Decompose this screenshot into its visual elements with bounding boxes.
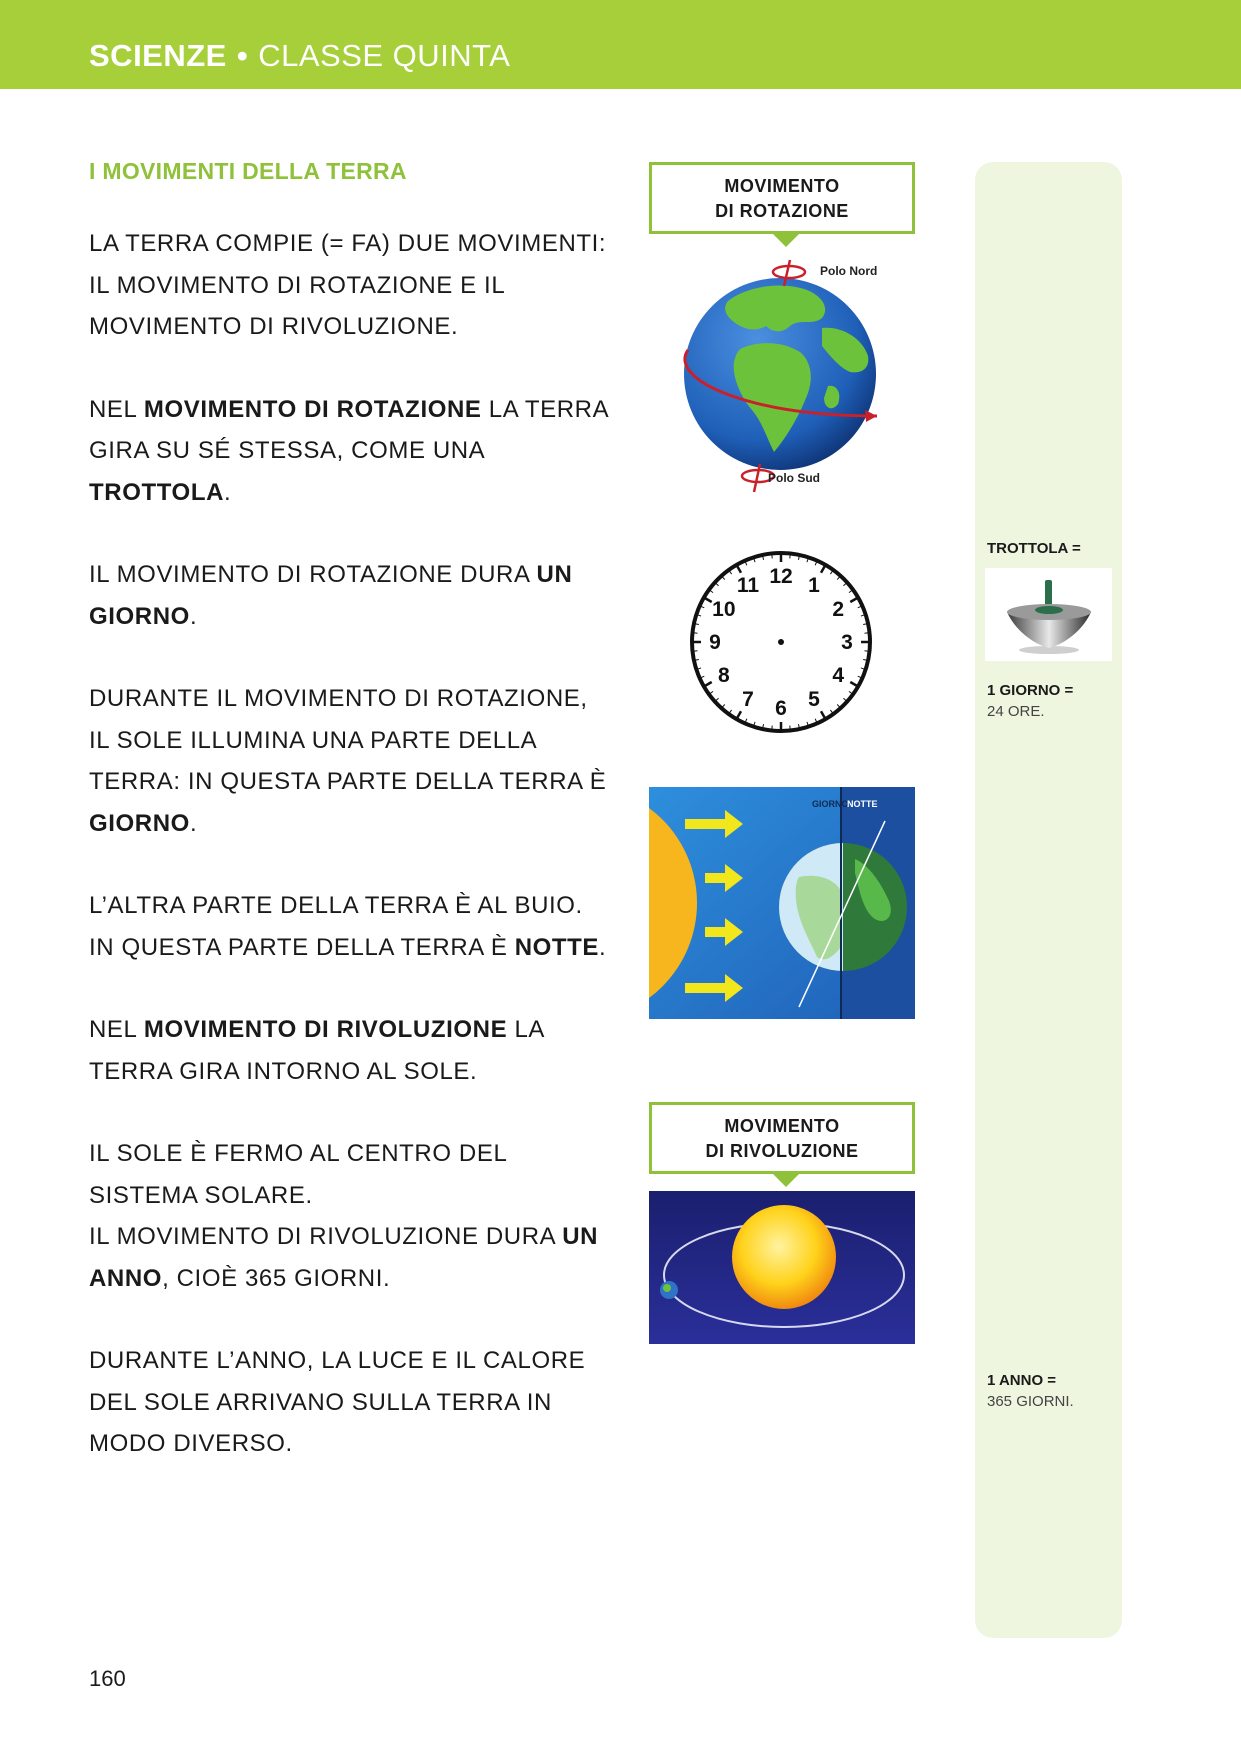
glossary-term: TROTTOLA = [987,540,1081,557]
earth-small-land [663,1284,671,1292]
clock-number: 11 [736,573,760,597]
header-subject: SCIENZE [89,38,227,73]
glossary-giorno [987,680,1073,722]
header-separator: • [236,38,249,73]
revolution-label-line2: DI RIVOLUZIONE [705,1141,859,1161]
paragraph-revolution: NEL MOVIMENTO DI RIVOLUZIONE LA TERRA GIRA INTORNO AL SOLE. [89,1016,544,1085]
sun-shape [732,1205,836,1309]
header-grade: CLASSE QUINTA [258,38,511,73]
south-pole-label: Polo Sud [768,471,820,485]
clock-number: 10 [712,598,736,621]
clock-number: 5 [808,688,820,712]
clock-number: 1 [808,573,820,597]
glossary-definition: 24 ORE. [987,703,1045,720]
main-text-column [89,158,609,1506]
rotation-label-line2: DI ROTAZIONE [715,201,849,221]
glossary-anno [987,1370,1074,1412]
clock-center [778,639,784,645]
label-pointer-icon [772,1173,800,1187]
paragraph-intro: LA TERRA COMPIE (= FA) DUE MOVIMENTI: IL MOVIMENTO DI ROTAZIONE E IL MOVIMENTO DI RIVOLUZIONE. [89,230,607,340]
clock-number: 4 [832,664,845,687]
revolution-label-line1: MOVIMENTO [724,1116,840,1136]
paragraph-sun-center: IL SOLE È FERMO AL CENTRO DEL SISTEMA SOLARE. [89,1140,507,1209]
revolution-image [649,1191,915,1344]
header-text [89,38,510,74]
clock-number: 12 [769,565,793,588]
paragraph-night: L’ALTRA PARTE DELLA TERRA È AL BUIO. IN QUESTA PARTE DELLA TERRA È NOTTE. [89,892,607,961]
rotation-label-box [649,162,915,234]
paragraph-rotation-duration: IL MOVIMENTO DI ROTAZIONE DURA UN GIORNO. [89,561,573,630]
glossary-term: 1 GIORNO = [987,682,1074,699]
paragraph-day: DURANTE IL MOVIMENTO DI ROTAZIONE, IL SOLE ILLUMINA UNA PARTE DELLA TERRA: IN QUESTA PARTE DELLA TERRA È GIORNO. [89,685,607,837]
paragraph-seasons: DURANTE L’ANNO, LA LUCE E IL CALORE DEL SOLE ARRIVANO SULLA TERRA IN MODO DIVERSO. [89,1347,586,1457]
paragraph-revolution-duration: IL MOVIMENTO DI RIVOLUZIONE DURA UN ANNO, CIOÈ 365 GIORNI. [89,1223,599,1292]
revolution-label-box [649,1102,915,1174]
day-night-image [649,787,915,1019]
glossary-definition: 365 GIORNI. [987,1393,1074,1410]
lesson-title: I MOVIMENTI DELLA TERRA [89,158,407,184]
glossary-trottola [987,538,1081,559]
spinning-top-image [985,568,1112,661]
clock-number: 8 [717,664,730,687]
clock-number: 6 [775,697,787,720]
clock-number: 2 [832,598,845,621]
day-label: GIORNO [812,799,849,809]
night-label: NOTTE [847,799,878,809]
arrowhead-icon [865,410,877,422]
page-header [0,0,1241,89]
south-axis [754,464,760,492]
clock-number: 9 [709,631,721,654]
earth-rotation-image [672,256,902,496]
spinning-top-icon [985,568,1112,661]
glossary-sidebar [975,162,1122,1638]
glossary-term: 1 ANNO = [987,1372,1057,1389]
page-number: 160 [89,1666,126,1691]
label-pointer-icon [772,233,800,247]
clock-image [688,549,874,735]
north-pole-label: Polo Nord [820,264,878,278]
paragraph-rotation: NEL MOVIMENTO DI ROTAZIONE LA TERRA GIRA SU SÉ STESSA, COME UNA TROTTOLA. [89,395,608,506]
clock-number: 3 [841,631,853,654]
rotation-label-line1: MOVIMENTO [724,176,840,196]
clock-number: 7 [742,688,754,712]
